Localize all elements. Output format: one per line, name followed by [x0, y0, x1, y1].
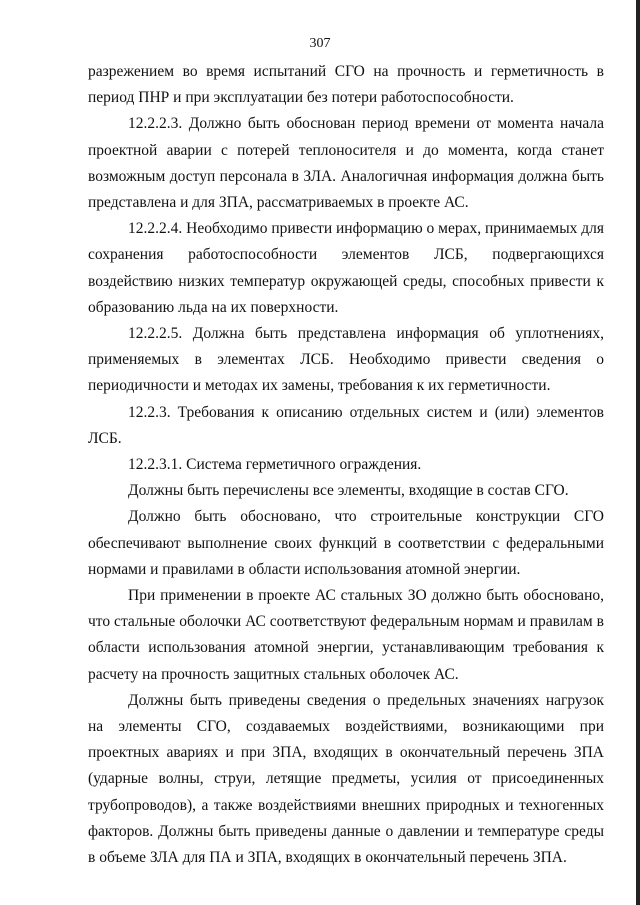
scan-edge-border: [636, 0, 640, 905]
section-heading-12-2-3: 12.2.3. Требования к описанию отдельных систем и (или) элементов ЛСБ.: [88, 403, 604, 447]
document-body: [88, 59, 604, 871]
paragraph-continuation: разрежением во время испытаний СГО на прочность и герметичность в период ПНР и при эксплуатации без потери работоспособности.: [88, 63, 604, 107]
paragraph-12-2-2-4: 12.2.2.4. Необходимо привести информацию о мерах, принимаемых для сохранения работоспособности элементов ЛСБ, подвергающихся воздействию низких температур окружающей среды, способных привести к образованию льда на их поверхности.: [88, 220, 604, 316]
paragraph-12-2-2-3: 12.2.2.3. Должно быть обоснован период времени от момента начала проектной аварии с потерей теплоносителя и до момента, когда станет возможным доступ персонала в ЗЛА. Аналогичная информация должна быть представлена и для ЗПА, рассматриваемых в проекте АС.: [88, 115, 604, 212]
paragraph-steel-shells: При применении в проекте АС стальных ЗО должно быть обосновано, что стальные оболочки АС соответствуют федеральным нормам и правилам в области использования атомной энергии, устанавливающим требования к расчету на прочность защитных стальных оболочек АС.: [88, 587, 604, 683]
page-number: 307: [309, 36, 331, 51]
paragraph-elements-list: Должны быть перечислены все элементы, входящие в состав СГО.: [128, 482, 569, 500]
paragraph-load-limits: Должны быть приведены сведения о предельных значениях нагрузок на элементы СГО, создаваемых воздействиями, возникающими при проектных авариях и при ЗПА, входящих в окончательный перечень ЗПА (ударные волны, струи, летящие предметы, усилия от присоединенных трубопроводов), а также воздействиями внешних природных и техногенных факторов. Должны быть приведены данные о давлении и температуре среды в объеме ЗЛА для ПА и ЗПА, входящих в окончательный перечень ЗПА.: [88, 691, 604, 867]
paragraph-structures: Должно быть обосновано, что строительные конструкции СГО обеспечивают выполнение своих функций в соответствии с федеральными нормами и правилами в области использования атомной энергии.: [88, 508, 604, 578]
section-heading-12-2-3-1: 12.2.3.1. Система герметичного ограждения.: [128, 456, 422, 474]
paragraph-12-2-2-5: 12.2.2.5. Должна быть представлена информация об уплотнениях, применяемых в элементах ЛСБ. Необходимо привести сведения о периодичности и методах их замены, требования к их герметичности.: [88, 325, 604, 395]
